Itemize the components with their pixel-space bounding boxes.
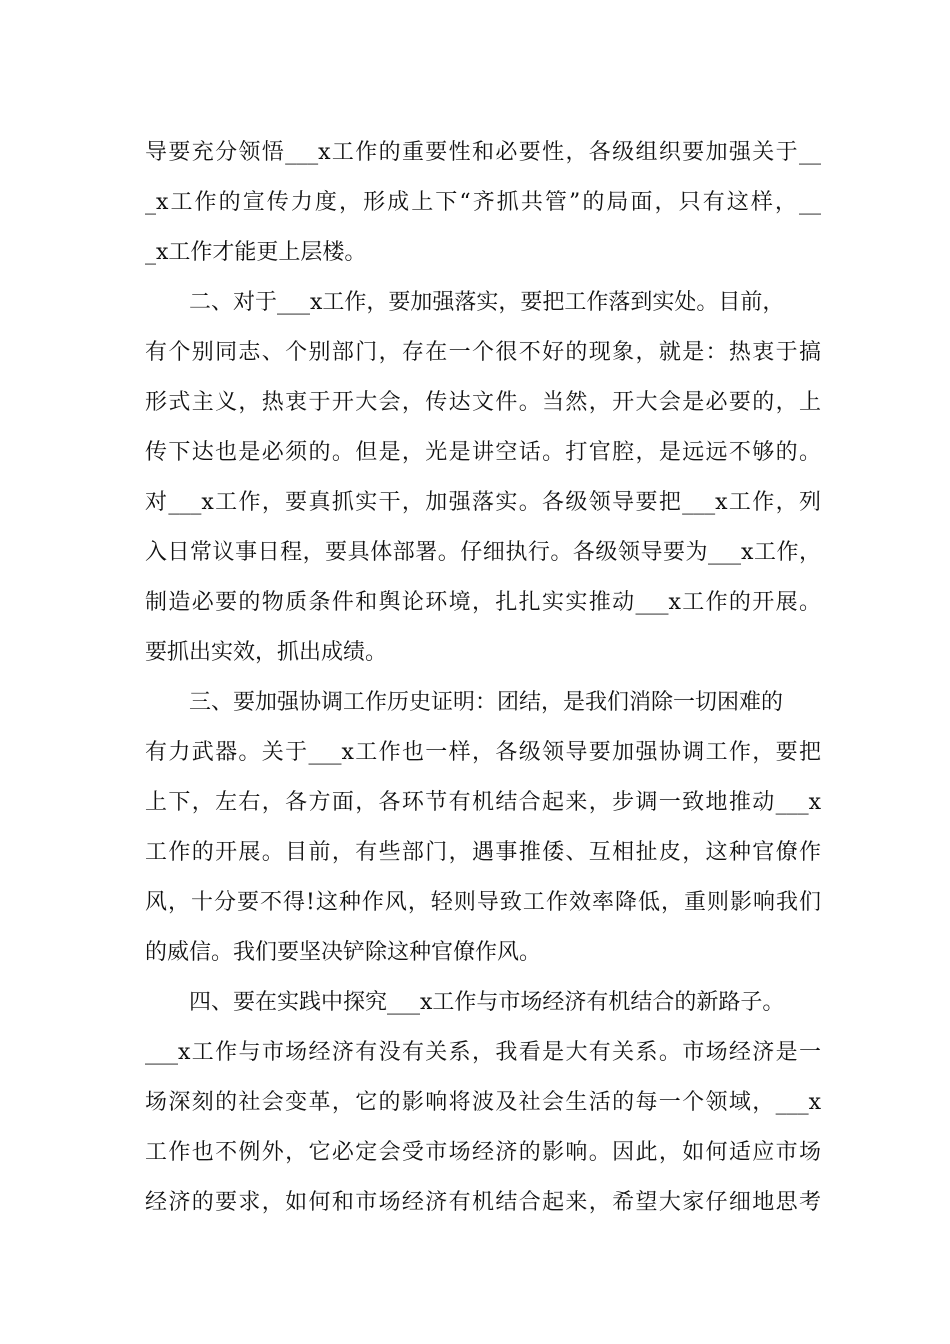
paragraph-line: 有个别同志、个别部门，存在一个很不好的现象，就是：热衷于搞 (145, 340, 821, 365)
paragraph-line: 上下，左右，各方面，各环节有机结合起来，步调一致地推动___x (145, 790, 821, 815)
paragraph-line: 风，十分要不得!这种作风，轻则导致工作效率降低，重则影响我们 (145, 890, 821, 915)
paragraph-line: 三、要加强协调工作历史证明：团结，是我们消除一切困难的 (189, 690, 784, 715)
paragraph-line: 的威信。我们要坚决铲除这种官僚作风。 (145, 940, 542, 965)
paragraph-line: _x工作才能更上层楼。 (145, 240, 367, 265)
paragraph-line: 形式主义，热衷于开大会，传达文件。当然，开大会是必要的，上 (145, 390, 821, 415)
paragraph-line: _x工作的宣传力度，形成上下“齐抓共管”的局面，只有这样，__ (145, 190, 821, 215)
document-body (145, 128, 821, 1228)
paragraph-line: 经济的要求，如何和市场经济有机结合起来，希望大家仔细地思考 (145, 1190, 821, 1215)
paragraph-line: 对___x工作，要真抓实干，加强落实。各级领导要把___x工作，列 (145, 490, 821, 515)
paragraph-line: 要抓出实效，抓出成绩。 (145, 640, 388, 665)
paragraph-line: 二、对于___x工作，要加强落实，要把工作落到实处。目前， (189, 290, 785, 315)
paragraph-line: 传下达也是必须的。但是，光是讲空话。打官腔，是远远不够的。 (145, 440, 821, 465)
paragraph-line: 导要充分领悟___x工作的重要性和必要性，各级组织要加强关于__ (145, 140, 821, 165)
paragraph-line: 入日常议事日程，要具体部署。仔细执行。各级领导要为___x工作， (145, 540, 821, 565)
paragraph-line: ___x工作与市场经济有没有关系，我看是大有关系。市场经济是一 (145, 1040, 821, 1065)
paragraph-line: 制造必要的物质条件和舆论环境，扎扎实实推动___x工作的开展。 (145, 590, 821, 615)
paragraph-line: 工作的开展。目前，有些部门，遇事推倭、互相扯皮，这种官僚作 (145, 840, 821, 865)
paragraph-line: 四、要在实践中探究___x工作与市场经济有机结合的新路子。 (189, 990, 785, 1015)
paragraph-line: 场深刻的社会变革，它的影响将波及社会生活的每一个领域，___x (145, 1090, 821, 1115)
paragraph-line: 有力武器。关于___x工作也一样，各级领导要加强协调工作，要把 (145, 740, 821, 765)
paragraph-line: 工作也不例外，它必定会受市场经济的影响。因此，如何适应市场 (145, 1140, 821, 1165)
